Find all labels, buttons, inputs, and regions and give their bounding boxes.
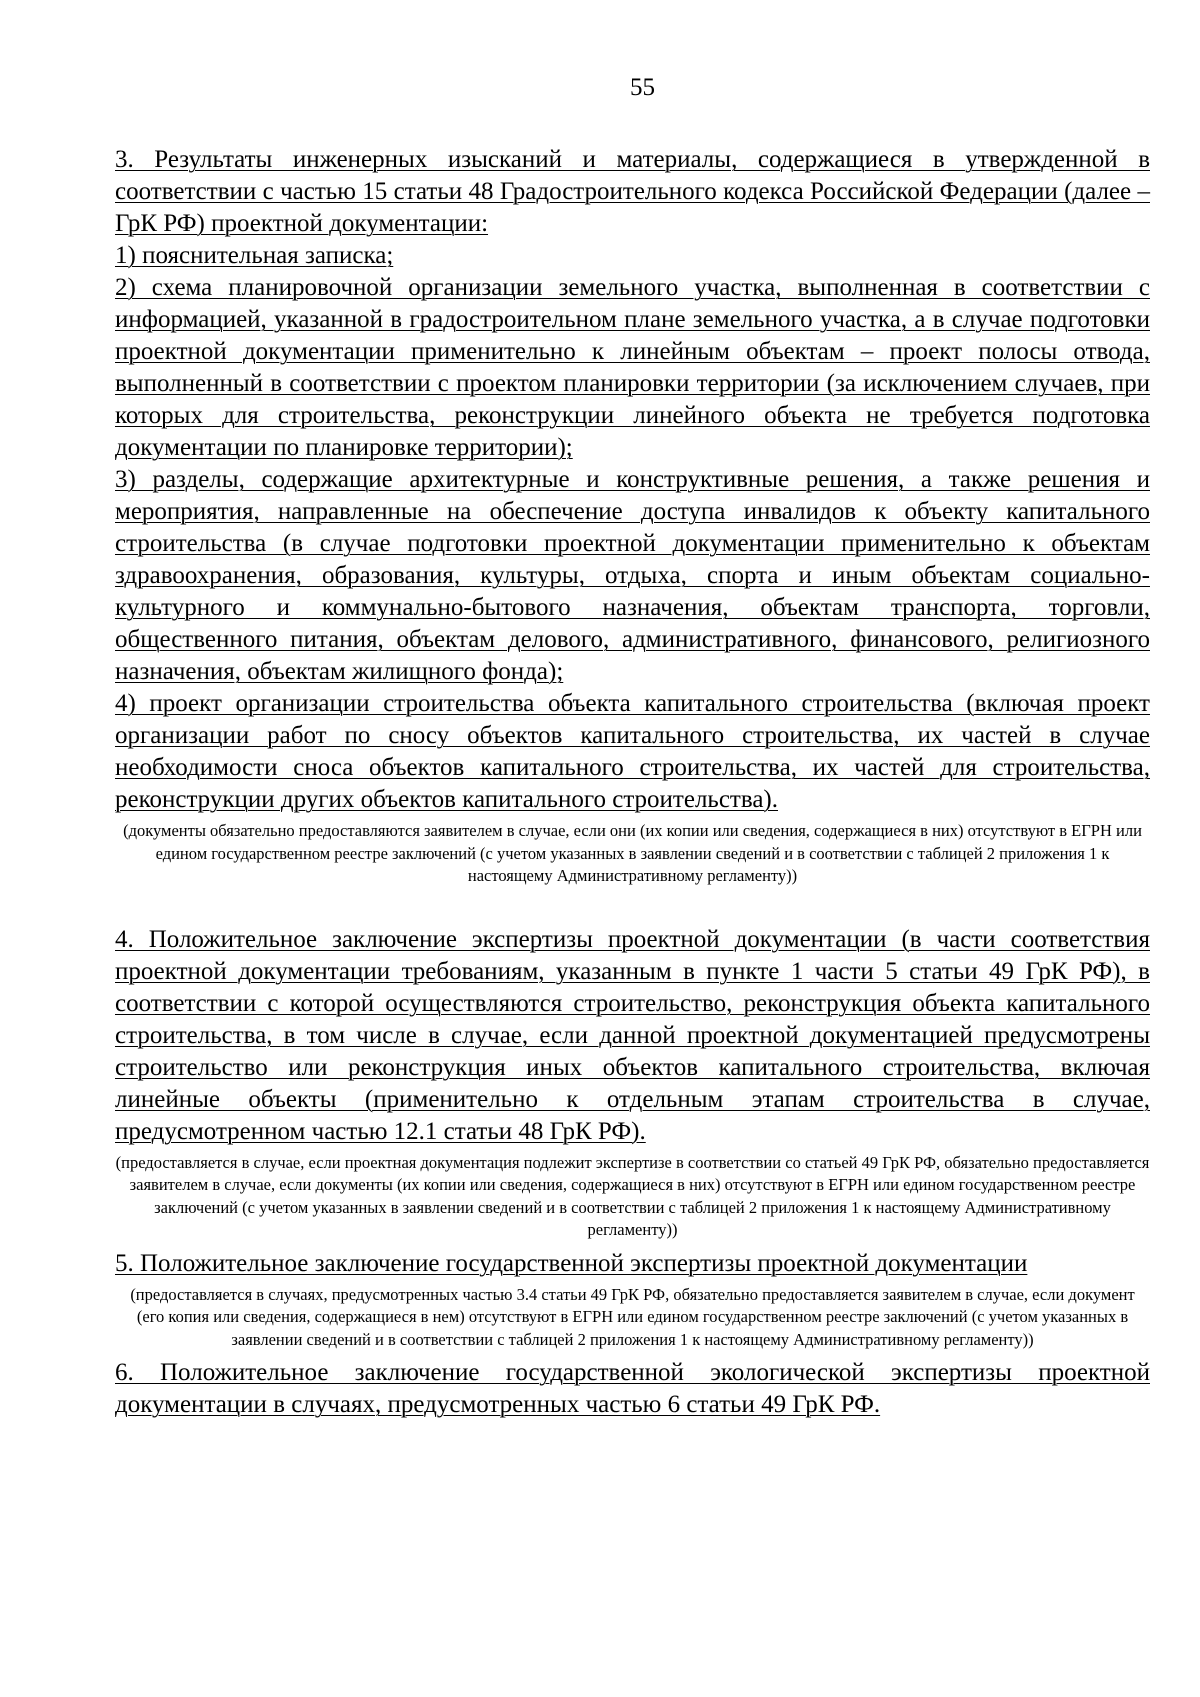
item-6-section — [115, 1357, 1150, 1421]
document-page — [115, 72, 1150, 1421]
item-5-note: (предоставляется в случаях, предусмотренных частью 3.4 статьи 49 ГрК РФ, обязательно предоставляется заявителем в случае, если документ (его копия или сведения, содержащиеся в нем) отсутствуют в ЕГРН или едином государственном реестре заключений (с учетом указанных в заявлении сведений и в соответствии с таблицей 2 приложения 1 к настоящему Административному регламенту)) — [130, 1284, 1135, 1349]
item-4-text: 4. Положительное заключение экспертизы проектной документации (в части соответствия проектной документации требованиям, указанным в пункте 1 части 5 статьи 49 ГрК РФ), в соответствии с которой осуществляются строительство, реконструкция объекта капитального строительства, в том числе в случае, если данной проектной документацией предусмотрены строительство или реконструкция иных объектов капитального строительства, включая линейные объекты (применительно к отдельным этапам строительства в случае, предусмотренном частью 12.1 статьи 48 ГрК РФ). — [115, 925, 1150, 1145]
item-4-section — [115, 924, 1150, 1242]
item-3-section — [115, 144, 1150, 888]
page-number: 55 — [630, 74, 655, 101]
item-3-note: (документы обязательно предоставляются заявителем в случае, если они (их копии или сведения, содержащиеся в них) отсутствуют в ЕГРН или едином государственном реестре заключений (с учетом указанных в заявлении сведений и в соответствии с таблицей 2 приложения 1 к настоящему Административному регламенту)) — [123, 821, 1142, 885]
item-5-section — [115, 1248, 1150, 1352]
item-3-sub-2: 2) схема планировочной организации земельного участка, выполненная в соответствии с информацией, указанной в градостроительном плане земельного участка, а в случае подготовки проектной документации применительно к линейным объектам – проект полосы отвода, выполненный в соответствии с проектом планировки территории (за исключением случаев, при которых для строительства, реконструкции линейного объекта не требуется подготовка документации по планировке территории); — [115, 274, 1150, 461]
section-spacer — [115, 888, 1150, 924]
item-5-text: 5. Положительное заключение государственной экспертизы проектной документации — [115, 1249, 1028, 1277]
item-3-lead: 3. Результаты инженерных изысканий и материалы, содержащиеся в утвержденной в соответствии с частью 15 статьи 48 Градостроительного кодекса Российской Федерации (далее – ГрК РФ) проектной документации: — [115, 146, 1150, 237]
item-3-sub-3: 3) разделы, содержащие архитектурные и конструктивные решения, а также решения и мероприятия, направленные на обеспечение доступа инвалидов к объекту капитального строительства (в случае подготовки проектной документации применительно к объектам здравоохранения, образования, культуры, отдыха, спорта и иным объектам социально-культурного и коммунально-бытового назначения, объектам транспорта, торговли, общественного питания, объектам делового, административного, финансового, религиозного назначения, объектам жилищного фонда); — [115, 466, 1150, 685]
item-6-text: 6. Положительное заключение государственной экологической экспертизы проектной документации в случаях, предусмотренных частью 6 статьи 49 ГрК РФ. — [115, 1359, 1150, 1418]
item-3-sub-4: 4) проект организации строительства объекта капитального строительства (включая проект организации работ по сносу объектов капитального строительства, их частей в случае необходимости сноса объектов капитального строительства, их частей для строительства, реконструкции других объектов капитального строительства). — [115, 690, 1150, 813]
item-3-sub-1: 1) пояснительная записка; — [115, 242, 394, 269]
item-4-note: (предоставляется в случае, если проектная документация подлежит экспертизе в соответствии со статьей 49 ГрК РФ, обязательно предоставляется заявителем в случае, если документы (их копии или сведения, содержащиеся в них) отсутствуют в ЕГРН или едином государственном реестре заключений (с учетом указанных в заявлении сведений и в соответствии с таблицей 2 приложения 1 к настоящему Административному регламенту)) — [115, 1152, 1150, 1239]
